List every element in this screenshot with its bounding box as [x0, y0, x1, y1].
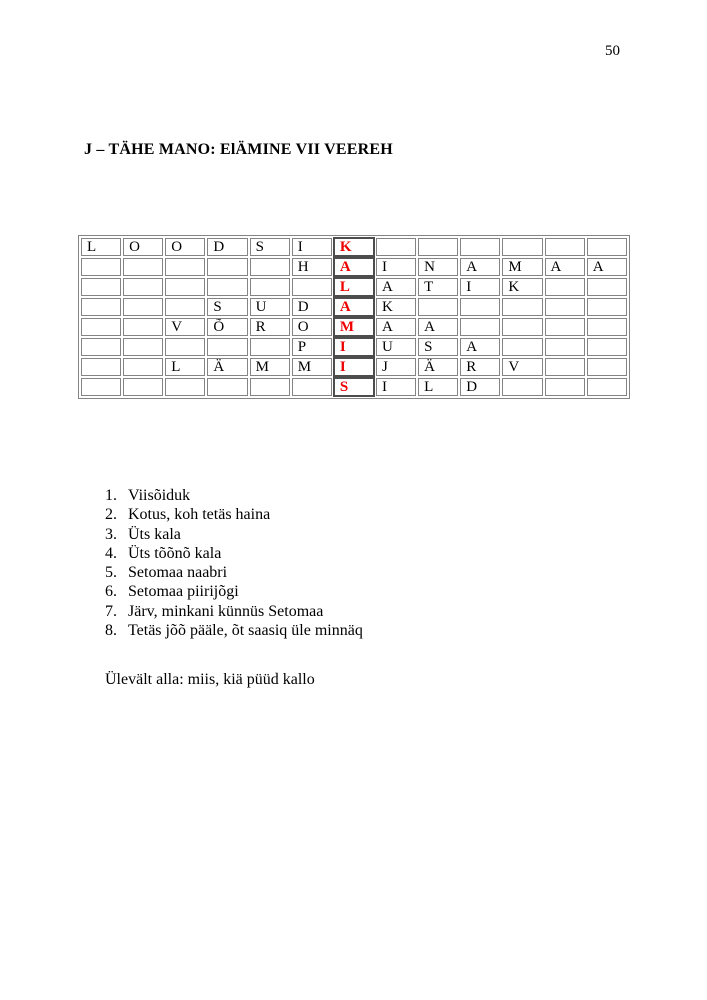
grid-cell: M [292, 358, 332, 376]
grid-cell [165, 338, 205, 356]
clue-item [105, 621, 363, 640]
clue-number: 8. [105, 622, 117, 640]
grid-row [81, 318, 627, 336]
grid-cell-highlight: A [334, 298, 374, 316]
grid-cell [165, 278, 205, 296]
grid-cell: O [292, 318, 332, 336]
grid-cell [587, 378, 627, 396]
clue-number: 1. [105, 487, 117, 504]
grid-row [81, 378, 627, 396]
grid-cell: S [250, 238, 290, 256]
grid-cell-highlight: S [334, 378, 374, 396]
clue-item [105, 486, 363, 505]
grid-cell-highlight: I [334, 338, 374, 356]
grid-cell: U [250, 298, 290, 316]
grid-cell [123, 258, 163, 276]
grid-cell: H [292, 258, 332, 276]
grid-cell [250, 338, 290, 356]
grid-cell: K [502, 278, 542, 296]
grid-cell-highlight: A [334, 258, 374, 276]
grid-cell [587, 238, 627, 256]
grid-cell [460, 238, 500, 256]
grid-cell-highlight: I [334, 358, 374, 376]
grid-cell: U [376, 338, 416, 356]
grid-cell: L [165, 358, 205, 376]
clue-number: 5. [105, 564, 117, 582]
grid-cell: D [460, 378, 500, 396]
clue-item [105, 563, 363, 582]
grid-cell [545, 318, 585, 336]
grid-cell: Õ [207, 318, 247, 336]
clue-item [105, 582, 363, 601]
grid-cell [207, 258, 247, 276]
grid-cell: A [587, 258, 627, 276]
grid-cell: V [165, 318, 205, 336]
grid-row [81, 238, 627, 256]
grid-cell [81, 358, 121, 376]
grid-cell [165, 378, 205, 396]
crossword-grid [78, 235, 630, 399]
grid-cell: A [376, 318, 416, 336]
clue-text: Üts kala [128, 525, 181, 543]
clue-number: 4. [105, 544, 117, 562]
grid-cell: A [460, 258, 500, 276]
grid-cell [587, 278, 627, 296]
grid-cell: I [376, 258, 416, 276]
grid-cell: Ä [207, 358, 247, 376]
grid-cell [292, 278, 332, 296]
clue-item [105, 602, 363, 621]
grid-cell: J [376, 358, 416, 376]
grid-row [81, 258, 627, 276]
grid-cell [123, 278, 163, 296]
grid-cell [207, 278, 247, 296]
clue-item [105, 544, 363, 563]
grid-cell: O [123, 238, 163, 256]
grid-row [81, 278, 627, 296]
grid-cell: L [418, 378, 458, 396]
grid-cell [81, 318, 121, 336]
grid-cell [292, 378, 332, 396]
grid-cell [545, 358, 585, 376]
crossword-grid-body [81, 238, 627, 396]
clue-item [105, 525, 363, 544]
clue-text: Kotus, koh tetäs haina [128, 506, 271, 524]
clue-number: 6. [105, 583, 117, 601]
clue-item [105, 505, 363, 524]
clue-number: 2. [105, 506, 117, 524]
grid-cell: I [292, 238, 332, 256]
page-title: J – TÄHE MANO: ElÄMINE VII VEEREH [84, 141, 393, 158]
clue-number: 3. [105, 525, 117, 543]
grid-cell: K [376, 298, 416, 316]
grid-cell [123, 298, 163, 316]
clue-text: Järv, minkani künnüs Setomaa [128, 602, 324, 620]
grid-cell [460, 298, 500, 316]
grid-cell: N [418, 258, 458, 276]
grid-cell: V [502, 358, 542, 376]
grid-cell-highlight: M [334, 318, 374, 336]
grid-cell [81, 298, 121, 316]
grid-cell [460, 318, 500, 336]
grid-cell [587, 338, 627, 356]
grid-cell: Ä [418, 358, 458, 376]
grid-cell [502, 338, 542, 356]
grid-cell [123, 378, 163, 396]
grid-cell: A [376, 278, 416, 296]
grid-cell [207, 338, 247, 356]
vertical-clue: Ülevält alla: miis, kiä püüd kallo [105, 671, 315, 688]
clue-text: Viisõiduk [128, 487, 191, 504]
grid-cell-highlight: K [334, 238, 374, 256]
grid-cell: D [292, 298, 332, 316]
grid-cell: S [207, 298, 247, 316]
grid-cell [418, 238, 458, 256]
grid-cell [250, 258, 290, 276]
grid-cell [502, 318, 542, 336]
clue-text: Setomaa naabri [128, 564, 228, 582]
clue-number: 7. [105, 602, 117, 620]
grid-cell [207, 378, 247, 396]
grid-row [81, 338, 627, 356]
grid-cell: A [545, 258, 585, 276]
grid-cell [376, 238, 416, 256]
grid-cell [250, 378, 290, 396]
grid-row [81, 358, 627, 376]
grid-cell: I [376, 378, 416, 396]
grid-cell [502, 378, 542, 396]
grid-cell: M [502, 258, 542, 276]
grid-cell [81, 378, 121, 396]
grid-cell [81, 258, 121, 276]
grid-cell [123, 318, 163, 336]
clue-text: Setomaa piirijõgi [128, 583, 239, 601]
grid-cell [545, 238, 585, 256]
grid-cell [587, 358, 627, 376]
grid-cell [250, 278, 290, 296]
grid-cell [123, 358, 163, 376]
grid-cell [545, 378, 585, 396]
clue-text: Üts tõõnõ kala [128, 544, 222, 562]
grid-cell [545, 278, 585, 296]
clue-list [105, 486, 363, 640]
grid-cell [81, 338, 121, 356]
grid-cell: R [250, 318, 290, 336]
grid-cell [545, 298, 585, 316]
grid-cell [81, 278, 121, 296]
grid-cell-highlight: L [334, 278, 374, 296]
grid-cell [545, 338, 585, 356]
grid-cell [502, 238, 542, 256]
grid-cell [587, 318, 627, 336]
grid-cell [165, 258, 205, 276]
grid-cell [502, 298, 542, 316]
page-number: 50 [605, 43, 620, 59]
grid-cell: M [250, 358, 290, 376]
grid-cell: L [81, 238, 121, 256]
grid-cell: S [418, 338, 458, 356]
grid-cell [123, 338, 163, 356]
grid-cell: P [292, 338, 332, 356]
grid-cell [587, 298, 627, 316]
grid-cell: A [460, 338, 500, 356]
grid-cell [165, 298, 205, 316]
grid-cell: R [460, 358, 500, 376]
grid-cell [418, 298, 458, 316]
clue-text: Tetäs jõõ pääle, õt saasiq üle minnäq [128, 622, 363, 640]
grid-cell: A [418, 318, 458, 336]
grid-cell: O [165, 238, 205, 256]
grid-cell: D [207, 238, 247, 256]
grid-cell: T [418, 278, 458, 296]
grid-cell: I [460, 278, 500, 296]
grid-row [81, 298, 627, 316]
